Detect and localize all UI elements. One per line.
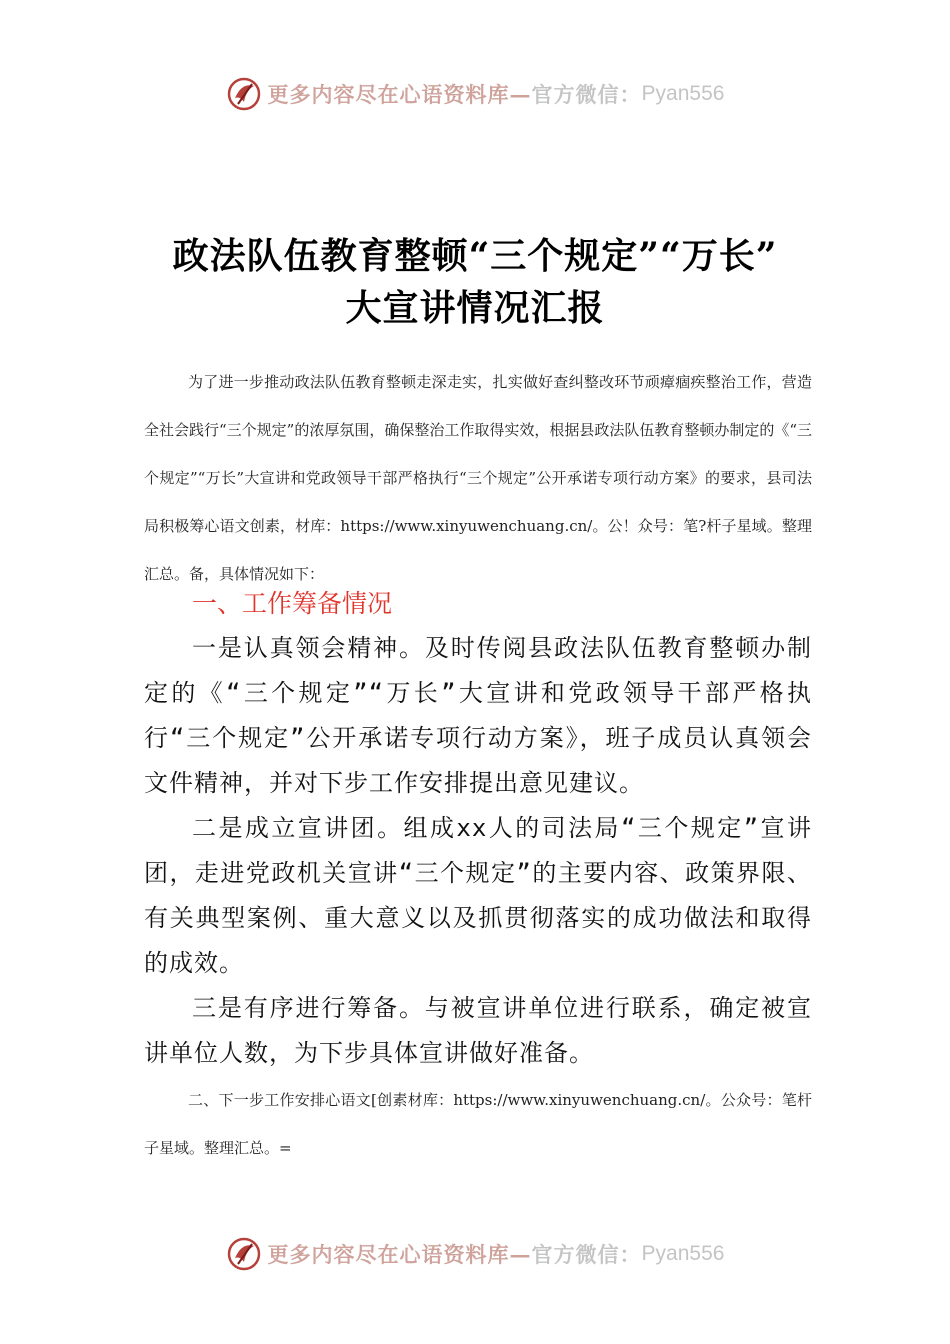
banner-text: 更多内容尽在心语资料库—	[267, 82, 532, 107]
logo-icon	[226, 76, 262, 112]
paragraph-1: 一是认真领会精神。及时传阅县政法队伍教育整顿办制定的《“三个规定”“万长”大宣讲和党政领导干部严格执行“三个规定”公开承诺专项行动方案》，班子成员认真领会文件精神，并对下步工作安排提出意见建议。	[144, 634, 812, 797]
header-watermark-banner	[0, 72, 950, 116]
section1-heading: 一、工作筹备情况	[192, 589, 393, 618]
document-title-line2: 大宣讲情况汇报	[345, 287, 605, 329]
section2-paragraph: 二、下一步工作安排心语文[创素材库：https://www.xinyuwenchuang.cn/。公众号：笔杆子星域。整理汇总。=	[144, 1091, 812, 1157]
intro-paragraph: 为了进一步推动政法队伍教育整顿走深走实，扎实做好查纠整改环节顽瘴痼疾整治工作，营造全社会践行“三个规定”的浓厚氛围，确保整治工作取得实效，根据县政法队伍教育整顿办制定的《“三个规定”“万长”大宣讲和党政领导干部严格执行“三个规定”公开承诺专项行动方案》的要求，县司法局积极筹心语文创素，材库：https://www.xinyuwenchuang.cn/。公！众号：笔?杆子星域。整理汇总。备，具体情况如下：	[144, 373, 813, 583]
banner-text: 更多内容尽在心语资料库—	[267, 1242, 532, 1267]
paragraph-2: 二是成立宣讲团。组成xx人的司法局“三个规定”宣讲团，走进党政机关宣讲“三个规定”的主要内容、政策界限、有关典型案例、重大意义以及抓贯彻落实的成功做法和取得的成效。	[144, 814, 812, 977]
footer-watermark-banner	[0, 1232, 950, 1276]
banner-wechat-label: 官方微信：	[531, 1242, 642, 1267]
banner-account: Pyan556	[641, 1242, 725, 1265]
banner-account: Pyan556	[641, 82, 725, 105]
banner-wechat-label: 官方微信：	[531, 82, 642, 107]
logo-icon	[226, 1236, 262, 1272]
document-title-line1: 政法队伍教育整顿“三个规定”“万长”	[172, 235, 778, 277]
paragraph-3: 三是有序进行筹备。与被宣讲单位进行联系，确定被宣讲单位人数，为下步具体宣讲做好准备。	[144, 994, 812, 1067]
